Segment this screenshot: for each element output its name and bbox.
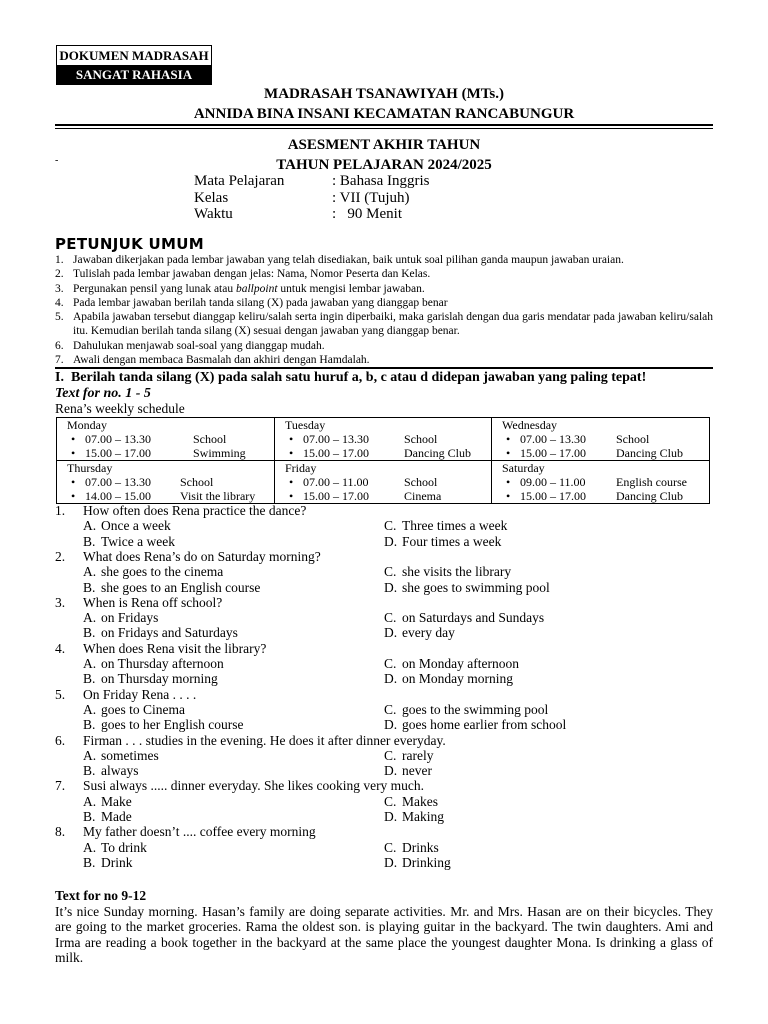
guideline-number: 7.: [55, 354, 64, 367]
question-text: On Friday Rena . . . .: [83, 686, 197, 702]
question-text: Firman . . . studies in the evening. He does it after dinner everyday.: [83, 732, 446, 748]
entry-time: 07.00 – 13.30: [303, 432, 369, 446]
option-letter: C.: [384, 564, 397, 580]
option-text: To drink: [101, 839, 147, 855]
option-letter: B.: [83, 671, 96, 687]
question-number: 4.: [55, 640, 66, 656]
answer-option[interactable]: [83, 671, 218, 686]
option-letter: C.: [384, 793, 397, 809]
entry-activity: School: [404, 432, 438, 446]
option-letter: D.: [384, 579, 398, 595]
schedule-entry: [67, 489, 271, 503]
entry-time: 14.00 – 15.00: [85, 489, 151, 503]
reading-passage: It’s nice Sunday morning. Hasan’s family are doing separate activities. Mr. and Mrs. Hasan are on their bicycles. They are going to the market groceries. Rama the oldest son. is playing guitar in the backyard. The twin daughters. Ami and Irma are reading a book together in the backyard at the same place the youngest daughter Mona. Is drinking a glass of milk.: [55, 904, 713, 965]
answer-option[interactable]: [83, 794, 132, 809]
entry-activity: Dancing Club: [616, 446, 683, 460]
guideline-text: Pada lembar jawaban berilah tanda silang (X) pada jawaban yang dianggap benar: [73, 296, 448, 309]
guideline-number: 6.: [55, 339, 64, 352]
entry-time: 15.00 – 17.00: [520, 446, 586, 460]
option-letter: A.: [83, 610, 97, 626]
question-number: 7.: [55, 778, 66, 794]
text-label-9-12: Text for no 9-12: [55, 888, 147, 903]
option-letter: C.: [384, 839, 397, 855]
entry-time: 09.00 – 11.00: [520, 475, 586, 489]
answer-option[interactable]: [83, 717, 243, 732]
option-text: Making: [402, 809, 444, 824]
option-letter: D.: [384, 809, 398, 824]
entry-activity: Cinema: [404, 489, 442, 503]
entry-time: 15.00 – 17.00: [303, 446, 369, 460]
bullet-icon: •: [506, 475, 511, 489]
entry-activity: School: [616, 432, 650, 446]
option-text: Makes: [402, 793, 438, 809]
option-letter: D.: [384, 854, 398, 870]
guidelines-heading: PETUNJUK UMUM: [55, 235, 204, 253]
info-time-label: Waktu: [194, 206, 233, 222]
option-letter: D.: [384, 763, 398, 779]
day-name: Saturday: [502, 461, 545, 475]
answer-option[interactable]: [83, 702, 185, 717]
question-number: 2.: [55, 548, 66, 564]
entry-activity: Visit the library: [180, 489, 256, 503]
entry-time: 15.00 – 17.00: [85, 446, 151, 460]
answer-option[interactable]: [384, 580, 550, 595]
bullet-icon: •: [71, 446, 76, 460]
guideline-text: [73, 282, 713, 296]
option-letter: C.: [384, 701, 397, 717]
option-text: she goes to the cinema: [101, 564, 224, 580]
schedule-entry: [285, 446, 488, 460]
answer-option[interactable]: [384, 763, 432, 778]
section-1-instruction: I. Berilah tanda silang (X) pada salah satu huruf a, b, c atau d didepan jawaban yang paling tepat!: [55, 370, 647, 385]
header-rule-thick: [55, 124, 713, 126]
question-text: When does Rena visit the library?: [83, 640, 267, 656]
entry-time: 07.00 – 11.00: [303, 475, 369, 489]
guideline-item: [55, 339, 713, 353]
answer-option[interactable]: [384, 717, 566, 732]
day-name: Monday: [67, 418, 107, 432]
option-text: every day: [402, 625, 455, 641]
entry-activity: School: [404, 475, 438, 489]
day-name: Wednesday: [502, 418, 558, 432]
option-text: Twice a week: [101, 533, 176, 549]
schedule-entry: [285, 489, 488, 503]
question-number: 8.: [55, 824, 66, 840]
schedule-entry: [67, 432, 271, 446]
question-number: 3.: [55, 594, 66, 610]
schedule-entry: [502, 475, 706, 489]
schedule-entry: [502, 489, 706, 503]
option-letter: D.: [384, 671, 398, 687]
entry-activity: Swimming: [193, 446, 246, 460]
option-letter: B.: [83, 809, 96, 824]
option-text: Three times a week: [402, 518, 508, 534]
entry-activity: Dancing Club: [616, 489, 683, 503]
option-text: Drink: [101, 854, 133, 870]
option-text: goes home earlier from school: [402, 717, 567, 733]
question-number: 1.: [55, 503, 66, 518]
entry-time: 07.00 – 13.30: [85, 432, 151, 446]
option-text: rarely: [402, 747, 434, 763]
bullet-icon: •: [506, 432, 511, 446]
guideline-text: Tulislah pada lembar jawaban dengan jelas: Nama, Nomor Peserta dan Kelas.: [73, 268, 431, 281]
schedule-row: [57, 461, 710, 504]
option-text: on Thursday afternoon: [101, 656, 224, 671]
answer-option[interactable]: [384, 840, 439, 855]
option-text: she visits the library: [402, 564, 512, 580]
answer-option[interactable]: [83, 748, 159, 763]
answer-option[interactable]: [384, 794, 438, 809]
question-text: When is Rena off school?: [83, 594, 223, 610]
question-number: 5.: [55, 686, 66, 702]
guideline-item: [55, 253, 713, 267]
bullet-icon: •: [289, 489, 294, 503]
entry-time: 15.00 – 17.00: [303, 489, 369, 503]
answer-option[interactable]: [384, 610, 544, 625]
schedule-entry: [285, 432, 488, 446]
schedule-cell: [492, 461, 710, 504]
option-text: sometimes: [101, 747, 159, 763]
question-text: How often does Rena practice the dance?: [83, 503, 307, 518]
option-text: Drinks: [402, 839, 439, 855]
schedule-cell: [275, 418, 492, 461]
schedule-entry: [285, 475, 488, 489]
guideline-item: [55, 296, 713, 310]
answer-option[interactable]: [83, 518, 171, 533]
info-class-value: : VII (Tujuh): [332, 190, 410, 206]
bullet-icon: •: [71, 489, 76, 503]
answer-option[interactable]: [384, 855, 451, 870]
bullet-icon: •: [289, 446, 294, 460]
option-text: Made: [101, 809, 132, 824]
answer-option[interactable]: [83, 763, 139, 778]
option-letter: D.: [384, 625, 398, 641]
option-letter: B.: [83, 717, 96, 733]
bullet-icon: •: [506, 489, 511, 503]
option-letter: B.: [83, 763, 96, 779]
answer-option[interactable]: [384, 656, 519, 671]
guideline-number: 2.: [55, 268, 64, 281]
option-letter: D.: [384, 717, 398, 733]
option-text: Four times a week: [402, 533, 502, 549]
option-letter: A.: [83, 564, 97, 580]
school-name-line2: ANNIDA BINA INSANI KECAMATAN RANCABUNGUR: [193, 106, 575, 122]
schedule-entry: [502, 432, 706, 446]
answer-option[interactable]: [384, 534, 501, 549]
option-text: Make: [101, 793, 132, 809]
bullet-icon: •: [71, 475, 76, 489]
option-letter: C.: [384, 610, 397, 626]
question-text: Susi always ..... dinner everyday. She likes cooking very much.: [83, 778, 425, 794]
schedule-cell: [492, 418, 710, 461]
option-letter: C.: [384, 656, 397, 671]
option-letter: C.: [384, 518, 397, 534]
info-subject-label: Mata Pelajaran: [194, 173, 285, 189]
option-letter: A.: [83, 518, 97, 534]
guideline-number: 5.: [55, 311, 64, 324]
answer-option[interactable]: [384, 702, 548, 717]
bullet-icon: •: [289, 432, 294, 446]
schedule-row: [57, 418, 710, 461]
schedule-entry: [502, 446, 706, 460]
guideline-text: Apabila jawaban tersebut dianggap keliru/salah serta ingin diperbaiki, maka garislah dengan dua garis mendatar pada jawaban keliru/salah itu. Kemudian berilah tanda silang (X) sesuai dengan jawaban yang dianggap benar.: [73, 311, 713, 338]
answer-option[interactable]: [83, 625, 238, 640]
guideline-number: 1.: [55, 254, 64, 266]
entry-activity: School: [193, 432, 227, 446]
schedule-entry: [67, 475, 271, 489]
exam-year: TAHUN PELAJARAN 2024/2025: [276, 157, 492, 173]
entry-time: 07.00 – 13.30: [520, 432, 586, 446]
option-text: always: [101, 763, 139, 779]
answer-option[interactable]: [83, 809, 132, 824]
option-letter: A.: [83, 656, 97, 671]
guideline-text-post: untuk mengisi lembar jawaban.: [277, 282, 425, 295]
option-letter: A.: [83, 793, 97, 809]
option-letter: A.: [83, 839, 97, 855]
option-letter: B.: [83, 579, 96, 595]
answer-option[interactable]: [83, 656, 224, 671]
day-name: Tuesday: [285, 418, 326, 432]
option-text: goes to the swimming pool: [402, 701, 549, 717]
question-text: My father doesn’t .... coffee every morning: [83, 824, 316, 840]
text-label-1-5: Text for no. 1 - 5: [55, 386, 151, 401]
option-text: Once a week: [101, 518, 171, 534]
option-letter: B.: [83, 625, 96, 641]
schedule-cell: [57, 461, 275, 504]
answer-option[interactable]: [384, 748, 433, 763]
answer-option[interactable]: [83, 610, 158, 625]
answer-option[interactable]: [83, 840, 147, 855]
school-name-line1: MADRASAH TSANAWIYAH (MTs.): [264, 86, 504, 102]
answer-option[interactable]: [83, 855, 133, 870]
guideline-text: Dahulukan menjawab soal-soal yang dianggap mudah.: [73, 339, 325, 352]
option-text: she goes to an English course: [101, 579, 261, 595]
info-class-label: Kelas: [194, 190, 229, 206]
schedule-entry: [67, 446, 271, 460]
info-subject-value: : Bahasa Inggris: [332, 173, 430, 189]
guideline-item: [55, 310, 713, 339]
schedule-cell: [275, 461, 492, 504]
answer-option[interactable]: [384, 625, 455, 640]
bullet-icon: •: [289, 475, 294, 489]
stray-mark: -: [55, 155, 59, 166]
option-letter: C.: [384, 747, 397, 763]
bullet-icon: •: [506, 446, 511, 460]
stamp-line-secret: SANGAT RAHASIA: [57, 66, 211, 84]
guideline-item: [55, 353, 713, 367]
answer-option[interactable]: [384, 809, 444, 824]
option-letter: A.: [83, 747, 97, 763]
bullet-icon: •: [71, 432, 76, 446]
guideline-item: [55, 267, 713, 281]
guideline-text-pre: Pergunakan pensil yang lunak atau: [73, 282, 236, 295]
schedule-cell: [57, 418, 275, 461]
option-text: goes to her English course: [101, 717, 244, 733]
stamp-line-document: DOKUMEN MADRASAH: [57, 46, 211, 66]
info-time-value: : 90 Menit: [332, 206, 402, 222]
guidelines-list: [55, 253, 713, 367]
option-text: on Saturdays and Sundays: [402, 610, 545, 626]
answer-option[interactable]: [384, 518, 507, 533]
schedule-title: Rena’s weekly schedule: [55, 401, 185, 416]
entry-time: 07.00 – 13.30: [85, 475, 151, 489]
entry-time: 15.00 – 17.00: [520, 489, 586, 503]
guideline-text-emphasis: ballpoint: [235, 282, 278, 295]
guideline-text: Jawaban dikerjakan pada lembar jawaban yang telah disediakan, baik untuk soal pilihan ganda maupun jawaban uraian.: [73, 254, 624, 266]
answer-option[interactable]: [83, 534, 175, 549]
option-letter: A.: [83, 701, 97, 717]
day-name: Thursday: [67, 461, 113, 475]
option-text: Drinking: [402, 854, 451, 870]
option-text: on Monday afternoon: [402, 656, 519, 671]
option-text: never: [402, 763, 432, 779]
answer-option[interactable]: [384, 564, 511, 579]
option-text: on Fridays and Saturdays: [101, 625, 238, 641]
question-text: What does Rena’s do on Saturday morning?: [83, 548, 321, 564]
exam-title: ASESMENT AKHIR TAHUN: [287, 137, 481, 153]
option-text: on Thursday morning: [101, 671, 218, 687]
header-rule-thin: [55, 128, 713, 129]
option-letter: B.: [83, 854, 96, 870]
entry-activity: English course: [616, 475, 687, 489]
answer-option[interactable]: [83, 564, 223, 579]
option-text: goes to Cinema: [101, 701, 185, 717]
option-text: she goes to swimming pool: [402, 579, 550, 595]
entry-activity: School: [180, 475, 214, 489]
option-text: on Fridays: [101, 610, 159, 626]
question-number: 6.: [55, 732, 66, 748]
guideline-text: Awali dengan membaca Basmalah dan akhiri dengan Hamdalah.: [73, 354, 370, 367]
option-letter: D.: [384, 533, 398, 549]
section-rule: [55, 367, 713, 369]
guideline-number: 4.: [55, 296, 64, 309]
guideline-item: [55, 282, 713, 296]
guideline-number: 3.: [55, 282, 64, 295]
entry-activity: Dancing Club: [404, 446, 471, 460]
option-letter: B.: [83, 533, 96, 549]
day-name: Friday: [285, 461, 317, 475]
answer-option[interactable]: [83, 580, 260, 595]
confidential-stamp: [56, 45, 212, 85]
weekly-schedule-table: [56, 417, 710, 504]
option-text: on Monday morning: [402, 671, 513, 687]
answer-option[interactable]: [384, 671, 513, 686]
